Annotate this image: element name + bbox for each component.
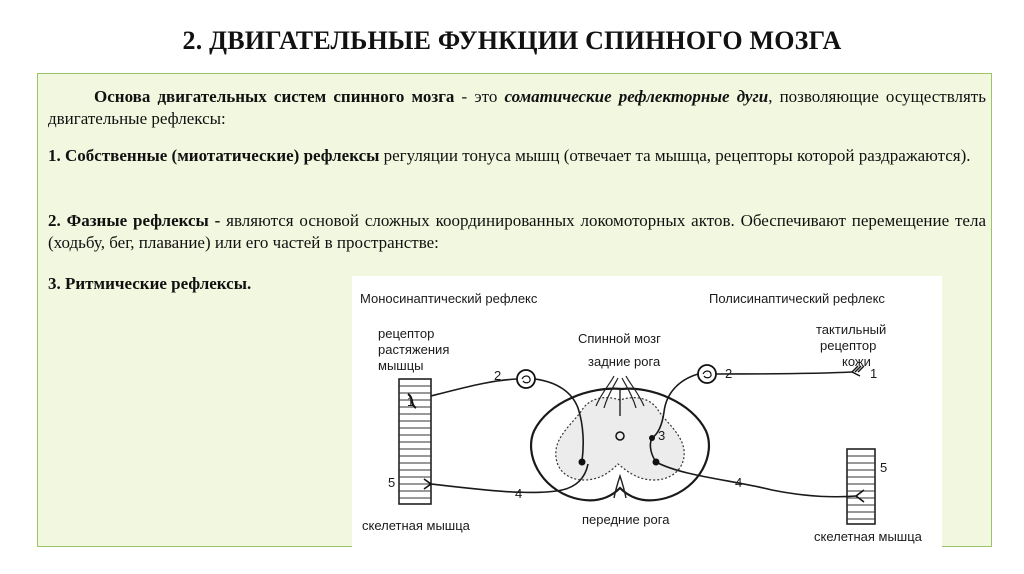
stretch-receptor-line-1: рецептор [378, 326, 435, 341]
reflex-item-1 [48, 145, 986, 167]
reflex-item-2-text: являются основой сложных координированных локомоторных актов. Обеспечивают перемещение тела (ходьбу, бег, плавание) или его частей в пространстве: [48, 211, 986, 252]
spinal-cord-label: Спинной мозг [578, 331, 661, 346]
tactile-receptor-line-2: рецептор [820, 338, 877, 353]
right-interneuron [649, 435, 655, 441]
intro-emphasis: соматические рефлекторные дуги [504, 87, 769, 106]
tactile-receptor-line-3: кожи [842, 354, 871, 369]
right-muscle [847, 449, 875, 524]
left-ganglion [517, 370, 535, 388]
ventral-horns-label: передние рога [582, 512, 670, 527]
tactile-receptor-line-1: тактильный [816, 322, 887, 337]
reflex-item-1-text: регуляции тонуса мышц (отвечает та мышца, рецепторы которой раздражаются). [379, 146, 971, 165]
page-title: 2. ДВИГАТЕЛЬНЫЕ ФУНКЦИИ СПИННОГО МОЗГА [182, 26, 842, 55]
skeletal-muscle-left-label: скелетная мышца [362, 518, 470, 533]
stretch-receptor-line-3: мышцы [378, 358, 424, 373]
reflex-item-2-title: 2. Фазные рефлексы - [48, 211, 221, 230]
left-motor-neuron [579, 459, 586, 466]
right-number-2: 2 [725, 366, 733, 381]
left-number-5: 5 [388, 475, 396, 490]
poly-title: Полисинаптический рефлекс [709, 291, 885, 306]
right-motor-ending [856, 490, 864, 502]
right-motor-neuron [653, 459, 660, 466]
right-number-1: 1 [870, 366, 878, 381]
right-number-5: 5 [880, 460, 888, 475]
reflex-item-3-title: 3. Ритмические рефлексы. [48, 274, 252, 293]
left-number-4: 4 [515, 486, 523, 501]
stretch-receptor-line-2: растяжения [378, 342, 450, 357]
reflex-arc-diagram [352, 276, 942, 548]
right-number-4: 4 [735, 475, 743, 490]
reflex-item-2 [48, 210, 986, 254]
right-ganglion [698, 365, 716, 383]
left-number-2: 2 [494, 368, 502, 383]
spinal-cord-section [531, 376, 709, 500]
dorsal-horns-label: задние рога [588, 354, 661, 369]
right-number-3: 3 [658, 428, 666, 443]
left-muscle [399, 379, 431, 504]
intro-dash: - это [454, 87, 505, 106]
reflex-item-1-title: 1. Собственные (миотатические) рефлексы [48, 146, 380, 165]
intro-lead: Основа двигательных систем спинного мозга [94, 87, 455, 106]
skeletal-muscle-right-label: скелетная мышца [814, 529, 922, 544]
intro-rest: , позволяющие осуществлять двигательные рефлексы: [48, 87, 986, 128]
intro-paragraph [48, 86, 986, 130]
mono-title: Моносинаптический рефлекс [360, 291, 538, 306]
left-number-1: 1 [407, 394, 415, 409]
reflex-arc-svg [352, 276, 942, 548]
